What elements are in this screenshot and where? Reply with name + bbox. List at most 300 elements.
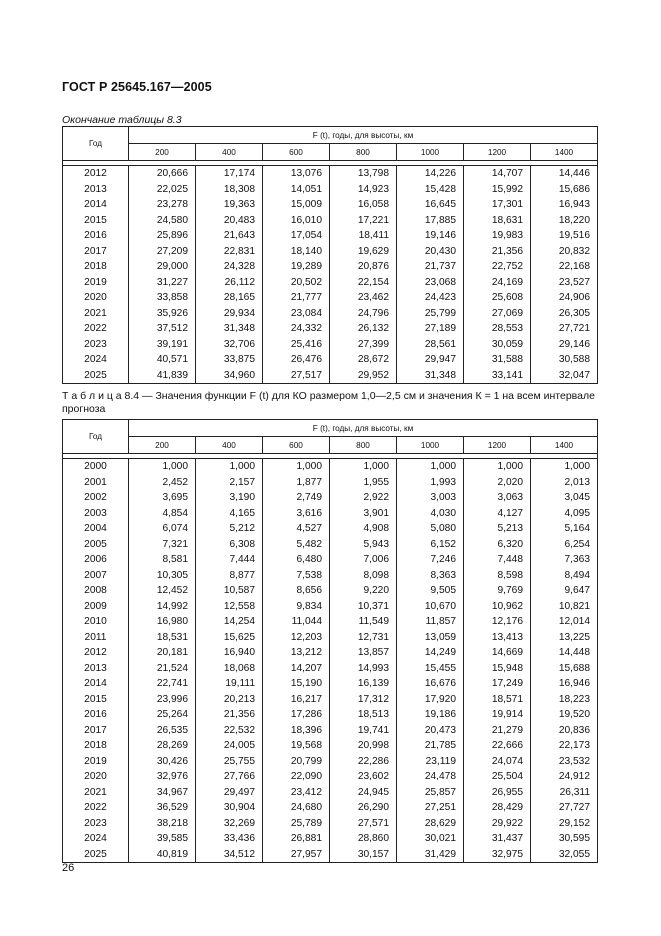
value-cell: 29,952 xyxy=(330,368,397,384)
year-cell: 2018 xyxy=(63,259,129,275)
value-cell: 18,531 xyxy=(129,630,196,646)
value-cell: 27,209 xyxy=(129,244,196,260)
value-cell: 19,289 xyxy=(263,259,330,275)
table-body xyxy=(63,459,598,863)
year-cell: 2002 xyxy=(63,490,129,506)
value-cell: 13,212 xyxy=(263,645,330,661)
value-cell: 17,920 xyxy=(397,692,464,708)
value-cell: 3,901 xyxy=(330,506,397,522)
table-row xyxy=(63,197,598,213)
value-cell: 27,251 xyxy=(397,800,464,816)
value-cell: 16,010 xyxy=(263,213,330,229)
value-cell: 22,025 xyxy=(129,182,196,198)
value-cell: 15,688 xyxy=(531,661,598,677)
year-cell: 2016 xyxy=(63,228,129,244)
table-row xyxy=(63,228,598,244)
value-cell: 18,140 xyxy=(263,244,330,260)
value-cell: 5,213 xyxy=(464,521,531,537)
value-cell: 19,516 xyxy=(531,228,598,244)
value-cell: 18,308 xyxy=(196,182,263,198)
value-cell: 28,269 xyxy=(129,738,196,754)
year-cell: 2003 xyxy=(63,506,129,522)
year-cell: 2017 xyxy=(63,244,129,260)
value-cell: 26,476 xyxy=(263,352,330,368)
table-row xyxy=(63,213,598,229)
year-cell: 2008 xyxy=(63,583,129,599)
value-cell: 14,993 xyxy=(330,661,397,677)
value-cell: 29,152 xyxy=(531,816,598,832)
table-row xyxy=(63,475,598,491)
value-cell: 4,908 xyxy=(330,521,397,537)
year-cell: 2017 xyxy=(63,723,129,739)
value-cell: 40,819 xyxy=(129,847,196,863)
value-cell: 15,455 xyxy=(397,661,464,677)
table-row xyxy=(63,831,598,847)
value-cell: 19,520 xyxy=(531,707,598,723)
page-number: 26 xyxy=(62,862,75,874)
year-cell: 2021 xyxy=(63,785,129,801)
value-cell: 13,076 xyxy=(263,166,330,182)
value-cell: 16,940 xyxy=(196,645,263,661)
height-header: 200 xyxy=(129,144,196,161)
value-cell: 16,217 xyxy=(263,692,330,708)
value-cell: 13,798 xyxy=(330,166,397,182)
year-cell: 2024 xyxy=(63,831,129,847)
value-cell: 10,371 xyxy=(330,599,397,615)
value-cell: 15,992 xyxy=(464,182,531,198)
value-cell: 20,832 xyxy=(531,244,598,260)
year-column-header: Год xyxy=(63,127,129,161)
value-cell: 27,727 xyxy=(531,800,598,816)
year-column-header: Год xyxy=(63,420,129,454)
value-cell: 22,741 xyxy=(129,676,196,692)
value-cell: 24,680 xyxy=(263,800,330,816)
value-cell: 22,532 xyxy=(196,723,263,739)
value-cell: 30,588 xyxy=(531,352,598,368)
value-cell: 20,213 xyxy=(196,692,263,708)
year-cell: 2013 xyxy=(63,661,129,677)
value-cell: 25,857 xyxy=(397,785,464,801)
value-cell: 18,220 xyxy=(531,213,598,229)
value-cell: 3,616 xyxy=(263,506,330,522)
value-cell: 3,190 xyxy=(196,490,263,506)
table-row xyxy=(63,630,598,646)
value-cell: 32,269 xyxy=(196,816,263,832)
value-cell: 9,505 xyxy=(397,583,464,599)
value-cell: 17,312 xyxy=(330,692,397,708)
value-cell: 5,164 xyxy=(531,521,598,537)
table-row xyxy=(63,552,598,568)
value-cell: 25,608 xyxy=(464,290,531,306)
value-cell: 20,502 xyxy=(263,275,330,291)
value-cell: 17,885 xyxy=(397,213,464,229)
table-row xyxy=(63,816,598,832)
value-cell: 26,535 xyxy=(129,723,196,739)
value-cell: 25,799 xyxy=(397,306,464,322)
value-cell: 8,598 xyxy=(464,568,531,584)
value-cell: 1,000 xyxy=(263,459,330,475)
year-cell: 2020 xyxy=(63,769,129,785)
table-8-4-caption: Т а б л и ц а 8.4 — Значения функции F (t) для КО размером 1,0—2,5 см и значения К = 1 на всем интервале прогноза xyxy=(62,390,595,415)
value-cell: 39,191 xyxy=(129,337,196,353)
table-row xyxy=(63,583,598,599)
value-cell: 19,914 xyxy=(464,707,531,723)
year-cell: 2022 xyxy=(63,321,129,337)
value-cell: 2,749 xyxy=(263,490,330,506)
value-cell: 15,686 xyxy=(531,182,598,198)
value-cell: 6,254 xyxy=(531,537,598,553)
value-cell: 24,478 xyxy=(397,769,464,785)
value-cell: 7,448 xyxy=(464,552,531,568)
year-cell: 2023 xyxy=(63,816,129,832)
height-header: 400 xyxy=(196,144,263,161)
value-cell: 22,286 xyxy=(330,754,397,770)
value-cell: 28,165 xyxy=(196,290,263,306)
value-cell: 4,127 xyxy=(464,506,531,522)
table-row xyxy=(63,290,598,306)
value-cell: 12,452 xyxy=(129,583,196,599)
heights-header-row xyxy=(63,437,598,454)
value-cell: 1,993 xyxy=(397,475,464,491)
value-cell: 1,955 xyxy=(330,475,397,491)
value-cell: 23,068 xyxy=(397,275,464,291)
table-body xyxy=(63,166,598,384)
value-cell: 37,512 xyxy=(129,321,196,337)
height-header: 800 xyxy=(330,437,397,454)
value-cell: 15,428 xyxy=(397,182,464,198)
year-cell: 2005 xyxy=(63,537,129,553)
value-cell: 15,948 xyxy=(464,661,531,677)
table-row xyxy=(63,769,598,785)
value-cell: 19,363 xyxy=(196,197,263,213)
value-cell: 27,957 xyxy=(263,847,330,863)
table-row xyxy=(63,537,598,553)
value-cell: 7,444 xyxy=(196,552,263,568)
value-cell: 19,568 xyxy=(263,738,330,754)
value-cell: 27,721 xyxy=(531,321,598,337)
value-cell: 21,737 xyxy=(397,259,464,275)
value-cell: 10,587 xyxy=(196,583,263,599)
value-cell: 26,955 xyxy=(464,785,531,801)
table-row xyxy=(63,321,598,337)
value-cell: 1,000 xyxy=(464,459,531,475)
value-cell: 24,328 xyxy=(196,259,263,275)
value-cell: 1,000 xyxy=(330,459,397,475)
year-cell: 2022 xyxy=(63,800,129,816)
value-cell: 13,857 xyxy=(330,645,397,661)
value-cell: 27,571 xyxy=(330,816,397,832)
value-cell: 25,755 xyxy=(196,754,263,770)
table-row xyxy=(63,568,598,584)
value-cell: 4,095 xyxy=(531,506,598,522)
height-header: 1400 xyxy=(531,144,598,161)
value-cell: 27,069 xyxy=(464,306,531,322)
value-cell: 34,960 xyxy=(196,368,263,384)
value-cell: 17,054 xyxy=(263,228,330,244)
value-cell: 24,332 xyxy=(263,321,330,337)
value-cell: 19,146 xyxy=(397,228,464,244)
value-cell: 3,003 xyxy=(397,490,464,506)
value-cell: 4,165 xyxy=(196,506,263,522)
value-cell: 25,896 xyxy=(129,228,196,244)
value-cell: 25,416 xyxy=(263,337,330,353)
value-cell: 13,413 xyxy=(464,630,531,646)
value-cell: 29,146 xyxy=(531,337,598,353)
value-cell: 21,643 xyxy=(196,228,263,244)
value-cell: 10,962 xyxy=(464,599,531,615)
table-row xyxy=(63,244,598,260)
year-cell: 2004 xyxy=(63,521,129,537)
height-header: 1200 xyxy=(464,144,531,161)
heights-header-row xyxy=(63,144,598,161)
value-cell: 33,436 xyxy=(196,831,263,847)
value-cell: 23,412 xyxy=(263,785,330,801)
year-cell: 2006 xyxy=(63,552,129,568)
height-header: 800 xyxy=(330,144,397,161)
value-cell: 23,527 xyxy=(531,275,598,291)
table-row xyxy=(63,259,598,275)
value-cell: 28,553 xyxy=(464,321,531,337)
value-cell: 28,561 xyxy=(397,337,464,353)
table-row xyxy=(63,599,598,615)
value-cell: 9,834 xyxy=(263,599,330,615)
year-cell: 2007 xyxy=(63,568,129,584)
year-cell: 2013 xyxy=(63,182,129,198)
height-header: 600 xyxy=(263,437,330,454)
value-cell: 29,922 xyxy=(464,816,531,832)
table-row xyxy=(63,754,598,770)
value-cell: 18,513 xyxy=(330,707,397,723)
height-header: 600 xyxy=(263,144,330,161)
value-cell: 29,934 xyxy=(196,306,263,322)
value-cell: 14,207 xyxy=(263,661,330,677)
value-cell: 28,429 xyxy=(464,800,531,816)
value-cell: 23,119 xyxy=(397,754,464,770)
table-row xyxy=(63,676,598,692)
height-header: 200 xyxy=(129,437,196,454)
value-cell: 22,666 xyxy=(464,738,531,754)
value-cell: 23,278 xyxy=(129,197,196,213)
value-cell: 19,111 xyxy=(196,676,263,692)
value-cell: 28,860 xyxy=(330,831,397,847)
table-row xyxy=(63,506,598,522)
value-cell: 25,264 xyxy=(129,707,196,723)
value-cell: 16,980 xyxy=(129,614,196,630)
value-cell: 32,975 xyxy=(464,847,531,863)
value-cell: 16,676 xyxy=(397,676,464,692)
value-cell: 7,246 xyxy=(397,552,464,568)
value-cell: 6,320 xyxy=(464,537,531,553)
value-cell: 19,629 xyxy=(330,244,397,260)
value-cell: 12,731 xyxy=(330,630,397,646)
value-cell: 38,218 xyxy=(129,816,196,832)
value-cell: 23,996 xyxy=(129,692,196,708)
value-cell: 29,497 xyxy=(196,785,263,801)
value-cell: 8,877 xyxy=(196,568,263,584)
table-row xyxy=(63,337,598,353)
year-cell: 2024 xyxy=(63,352,129,368)
value-cell: 13,225 xyxy=(531,630,598,646)
value-cell: 32,706 xyxy=(196,337,263,353)
value-cell: 16,139 xyxy=(330,676,397,692)
value-cell: 34,967 xyxy=(129,785,196,801)
value-cell: 5,080 xyxy=(397,521,464,537)
value-cell: 17,174 xyxy=(196,166,263,182)
value-cell: 41,839 xyxy=(129,368,196,384)
value-cell: 16,058 xyxy=(330,197,397,213)
year-cell: 2023 xyxy=(63,337,129,353)
value-cell: 12,203 xyxy=(263,630,330,646)
value-cell: 24,005 xyxy=(196,738,263,754)
value-cell: 16,946 xyxy=(531,676,598,692)
value-cell: 2,020 xyxy=(464,475,531,491)
value-cell: 3,063 xyxy=(464,490,531,506)
value-cell: 31,227 xyxy=(129,275,196,291)
value-cell: 4,854 xyxy=(129,506,196,522)
value-cell: 3,045 xyxy=(531,490,598,506)
value-cell: 9,647 xyxy=(531,583,598,599)
height-header: 1000 xyxy=(397,144,464,161)
value-cell: 22,168 xyxy=(531,259,598,275)
value-cell: 12,014 xyxy=(531,614,598,630)
value-cell: 24,580 xyxy=(129,213,196,229)
value-cell: 26,311 xyxy=(531,785,598,801)
value-cell: 19,741 xyxy=(330,723,397,739)
table-row xyxy=(63,275,598,291)
value-cell: 22,173 xyxy=(531,738,598,754)
value-cell: 16,645 xyxy=(397,197,464,213)
value-cell: 6,480 xyxy=(263,552,330,568)
value-cell: 25,789 xyxy=(263,816,330,832)
value-cell: 1,000 xyxy=(397,459,464,475)
year-cell: 2021 xyxy=(63,306,129,322)
value-cell: 2,922 xyxy=(330,490,397,506)
value-cell: 30,426 xyxy=(129,754,196,770)
table-row xyxy=(63,645,598,661)
year-cell: 2015 xyxy=(63,692,129,708)
value-cell: 18,411 xyxy=(330,228,397,244)
value-cell: 15,190 xyxy=(263,676,330,692)
value-cell: 24,169 xyxy=(464,275,531,291)
value-cell: 21,524 xyxy=(129,661,196,677)
value-cell: 14,448 xyxy=(531,645,598,661)
value-cell: 18,223 xyxy=(531,692,598,708)
value-cell: 23,084 xyxy=(263,306,330,322)
value-cell: 7,006 xyxy=(330,552,397,568)
value-cell: 6,074 xyxy=(129,521,196,537)
table-row xyxy=(63,785,598,801)
table-row xyxy=(63,723,598,739)
value-cell: 21,356 xyxy=(464,244,531,260)
value-cell: 18,571 xyxy=(464,692,531,708)
value-cell: 1,000 xyxy=(196,459,263,475)
value-cell: 29,000 xyxy=(129,259,196,275)
document-header: ГОСТ Р 25645.167—2005 xyxy=(62,80,212,94)
value-cell: 24,423 xyxy=(397,290,464,306)
value-cell: 21,279 xyxy=(464,723,531,739)
value-cell: 20,836 xyxy=(531,723,598,739)
table-row xyxy=(63,661,598,677)
value-cell: 21,777 xyxy=(263,290,330,306)
value-cell: 26,290 xyxy=(330,800,397,816)
value-cell: 31,588 xyxy=(464,352,531,368)
value-cell: 17,286 xyxy=(263,707,330,723)
value-cell: 28,672 xyxy=(330,352,397,368)
value-cell: 14,669 xyxy=(464,645,531,661)
value-cell: 12,558 xyxy=(196,599,263,615)
table-row xyxy=(63,521,598,537)
value-cell: 29,947 xyxy=(397,352,464,368)
value-cell: 3,695 xyxy=(129,490,196,506)
value-cell: 20,181 xyxy=(129,645,196,661)
value-cell: 8,098 xyxy=(330,568,397,584)
value-cell: 21,356 xyxy=(196,707,263,723)
value-cell: 32,047 xyxy=(531,368,598,384)
value-cell: 20,473 xyxy=(397,723,464,739)
value-cell: 27,517 xyxy=(263,368,330,384)
value-cell: 23,462 xyxy=(330,290,397,306)
year-cell: 2012 xyxy=(63,166,129,182)
value-cell: 31,429 xyxy=(397,847,464,863)
table-row xyxy=(63,166,598,182)
year-cell: 2020 xyxy=(63,290,129,306)
value-cell: 2,452 xyxy=(129,475,196,491)
value-cell: 24,074 xyxy=(464,754,531,770)
value-cell: 22,090 xyxy=(263,769,330,785)
value-cell: 22,831 xyxy=(196,244,263,260)
value-cell: 7,363 xyxy=(531,552,598,568)
value-cell: 33,858 xyxy=(129,290,196,306)
year-cell: 2012 xyxy=(63,645,129,661)
value-cell: 8,494 xyxy=(531,568,598,584)
table-row xyxy=(63,738,598,754)
value-cell: 28,629 xyxy=(397,816,464,832)
value-cell: 35,926 xyxy=(129,306,196,322)
value-cell: 36,529 xyxy=(129,800,196,816)
value-cell: 12,176 xyxy=(464,614,531,630)
value-cell: 2,157 xyxy=(196,475,263,491)
value-cell: 30,904 xyxy=(196,800,263,816)
year-cell: 2025 xyxy=(63,847,129,863)
year-cell: 2018 xyxy=(63,738,129,754)
value-cell: 15,625 xyxy=(196,630,263,646)
value-cell: 1,000 xyxy=(531,459,598,475)
value-cell: 20,799 xyxy=(263,754,330,770)
value-cell: 27,189 xyxy=(397,321,464,337)
table-row xyxy=(63,692,598,708)
value-cell: 15,009 xyxy=(263,197,330,213)
value-cell: 14,707 xyxy=(464,166,531,182)
value-cell: 4,030 xyxy=(397,506,464,522)
value-cell: 21,785 xyxy=(397,738,464,754)
year-cell: 2015 xyxy=(63,213,129,229)
value-cell: 20,998 xyxy=(330,738,397,754)
table-8-3 xyxy=(62,126,598,384)
value-cell: 13,059 xyxy=(397,630,464,646)
year-cell: 2014 xyxy=(63,676,129,692)
value-cell: 32,055 xyxy=(531,847,598,863)
value-cell: 6,308 xyxy=(196,537,263,553)
value-cell: 11,857 xyxy=(397,614,464,630)
value-cell: 14,226 xyxy=(397,166,464,182)
group-header: F (t), годы, для высоты, км xyxy=(129,127,598,144)
year-cell: 2016 xyxy=(63,707,129,723)
value-cell: 31,348 xyxy=(397,368,464,384)
value-cell: 7,538 xyxy=(263,568,330,584)
year-cell: 2025 xyxy=(63,368,129,384)
value-cell: 5,943 xyxy=(330,537,397,553)
value-cell: 16,943 xyxy=(531,197,598,213)
